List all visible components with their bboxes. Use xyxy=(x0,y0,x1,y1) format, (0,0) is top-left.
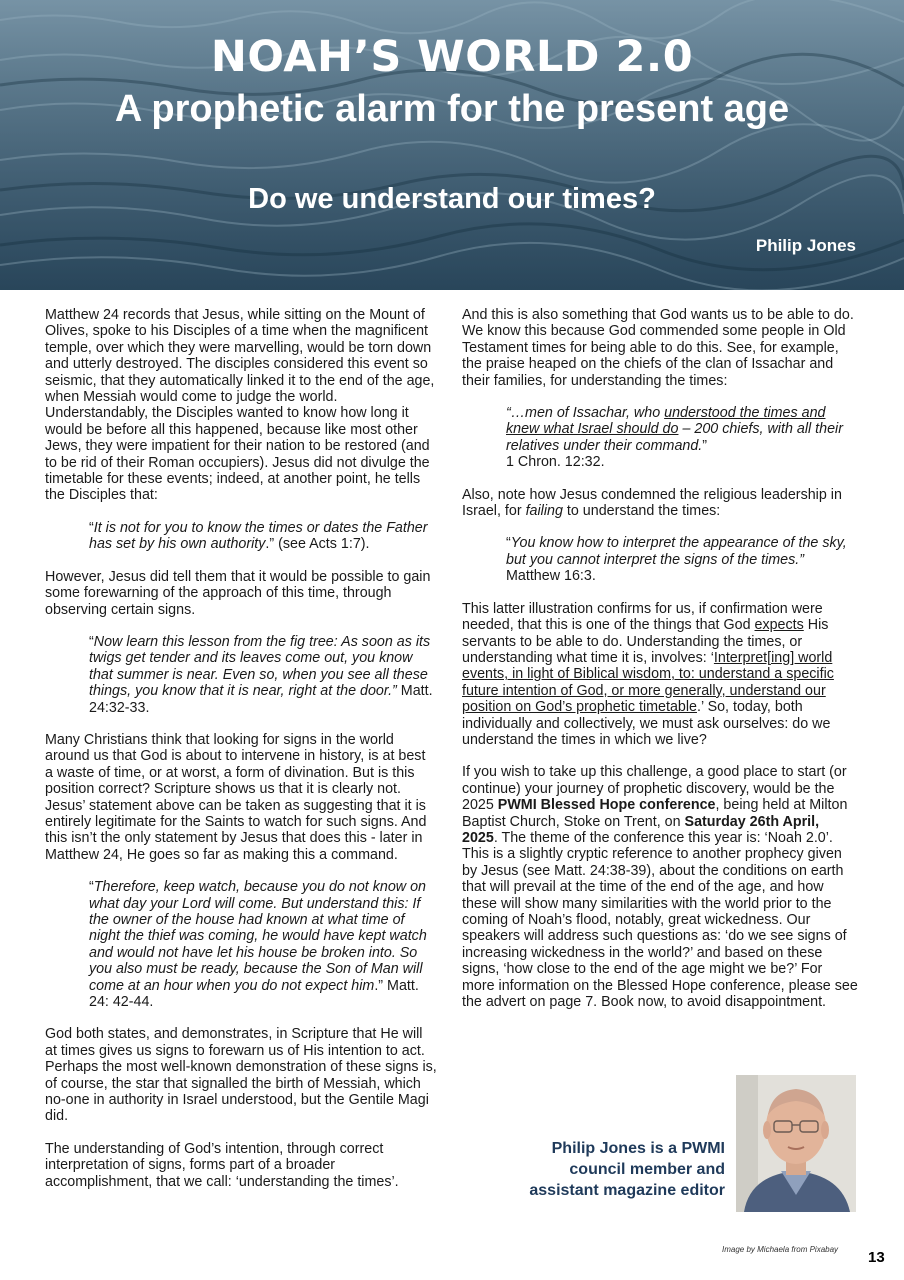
paragraph: This latter illustration confirms for us, if confirmation were needed, that this is one of the things that God expects His servants to be able to do. Understanding the times, or understanding what time it is, involves: ‘Interpret[ing] world events, in light of Biblical wisdom, to: understand a specific future intention of God, or more generally, understand our position on God’s prophetic timetable.’ So, today, both individually and collectively, we must ask ourselves: do we understand the times in which we live? xyxy=(462,600,834,748)
left-column xyxy=(45,307,437,1206)
article-title: NOAH’S WORLD 2.0 xyxy=(210,32,694,82)
right-column xyxy=(462,307,858,1026)
quote-acts: “It is not for you to know the times or dates the Father has set by his own authority.” (see Acts 1:7). xyxy=(89,519,428,553)
paragraph-conference: If you wish to take up this challenge, a good place to start (or continue) your journey of prophetic discovery, would be the 2025 PWMI Blessed Hope conference, being held at Milton Baptist Church, Stoke on Trent, on Saturday 26th April, 2025. The theme of the conference this year is: ‘Noah 2.0’. This is a slightly cryptic reference to another prophecy given by Jesus (see Matt. 24:38-39), about the conditions on earth that will prevail at the time of the end of the age, and how these will show many similarities with the world prior to the coming of Noah’s flood, notably, great wickedness. Our speakers will address such questions as: ‘do we see signs of increasing wickedness in the world?’ and based on these signs, ‘how close to the end of the age might we be?’ For more information on the Blessed Hope conference, please see the advert on page 7. Book now, to avoid disappointment. xyxy=(462,764,858,1011)
paragraph: And this is also something that God wants us to be able to do. We know this because God commended some people in Old Testament times for being able to do this. See, for example, the praise heaped on the chiefs of the clan of Issachar and their families, for understanding the times: xyxy=(462,307,854,389)
paragraph: God both states, and demonstrates, in Scripture that He will at times gives us signs to forewarn us of His intention to act. Perhaps the most well-known demonstration of these signs is, of course, the star that signalled the birth of Messiah, which no-one in authority in Israel understood, but the Gentile Magi did. xyxy=(45,1026,437,1125)
quote-keep-watch: “Therefore, keep watch, because you do not know on what day your Lord will come. But understand this: If the owner of the house had known at what time of night the thief was coming, he would have kept watch and would not have let his house be broken into. So you also must be ready, because the Son of Man will come at an hour when you do not expect him.” Matt. 24: 42-44. xyxy=(89,879,427,1011)
paragraph: The understanding of God’s intention, through correct interpretation of signs, forms part of a broader accomplishment, that we call: ‘understanding the times’. xyxy=(45,1140,399,1190)
author-bio: Philip Jones is a PWMI council member and assistant magazine editor xyxy=(529,1140,725,1199)
page-number: 13 xyxy=(868,1249,885,1266)
image-credit: Image by Michaela from Pixabay xyxy=(722,1245,839,1254)
article-question: Do we understand our times? xyxy=(248,183,656,215)
paragraph: Matthew 24 records that Jesus, while sitting on the Mount of Olives, spoke to his Disciples of a time when the magnificent temple, over which they were marvelling, would be torn down and utterly destroyed. The disciples considered this event so seismic, that they automatically linked it to the end of the age, when Messiah would come to judge the world. Understandably, the Disciples wanted to know how long it would be before all this happened, because like most other Jews, they were impatient for their nation to be restored (and to be rid of their Roman occupiers). Jesus did not divulge the timetable for these events; indeed, at another point, he tells the Disciples that: xyxy=(45,307,435,504)
paragraph: Many Christians think that looking for signs in the world around us that God is about to intervene in history, is at best a waste of time, or at worst, a form of divination. But is this position correct? Scripture shows us that it is clearly not. Jesus’ statement above can be taken as suggesting that it is entirely legitimate for the Saints to watch for such signs. And this isn’t the only statement by Jesus that does this - later in Matthew 24, He goes so far as making this a command. xyxy=(45,731,427,863)
paragraph: However, Jesus did tell them that it would be possible to gain some forewarning of the approach of this time, through observing certain signs. xyxy=(45,568,431,618)
author-byline: Philip Jones xyxy=(755,236,856,255)
quote-matthew-16: “You know how to interpret the appearance of the sky, but you cannot interpret the signs of the times.” Matthew 16:3. xyxy=(506,535,847,585)
author-photo xyxy=(736,1075,856,1212)
quote-issachar: “…men of Issachar, who understood the times and knew what Israel should do – 200 chiefs, with all their relatives under their command.” 1 Chron. 12:32. xyxy=(506,405,843,471)
paragraph: Also, note how Jesus condemned the religious leadership in Israel, for failing to understand the times: xyxy=(462,486,842,520)
header-banner xyxy=(0,0,904,290)
article-subtitle: A prophetic alarm for the present age xyxy=(114,88,790,130)
quote-fig-tree: “Now learn this lesson from the fig tree: As soon as its twigs get tender and its leaves come out, you know that summer is near. Even so, when you see all these things, you know that it is near, right at the door.” Matt. 24:32-33. xyxy=(89,633,433,716)
